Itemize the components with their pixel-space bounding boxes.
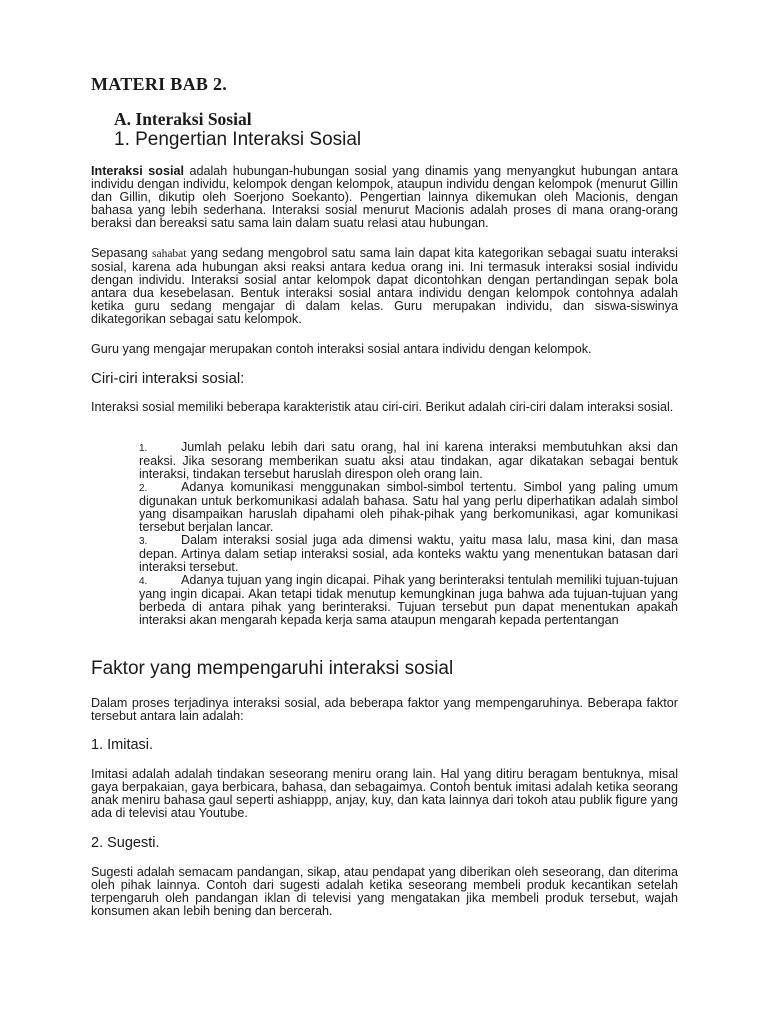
list-item-number: 1. xyxy=(139,443,148,454)
list-item-number: 4. xyxy=(139,576,148,587)
subsection-heading-1: 1. Pengertian Interaksi Sosial xyxy=(114,129,362,150)
list-item-text: Adanya tujuan yang ingin dicapai. Pihak yang berinteraksi tentulah memiliki tujuan-tujuan yang ingin dicapai. Akan tetapi tidak menutup kemungkinan juga bahwa ada tujuan-tujuan yang berbeda di antara pihak yang berinteraksi. Tujuan tersebut pun dapat menentukan apakah interaksi akan mengarah kepada kerja sama ataupun mengarah kepada pertentangan xyxy=(139,573,678,627)
paragraph-example-pre: Sepasang xyxy=(91,246,152,260)
sugesti-heading: 2. Sugesti. xyxy=(91,835,160,851)
ciri-list xyxy=(139,441,678,627)
document-title: MATERI BAB 2. xyxy=(91,74,228,94)
list-item-text: Jumlah pelaku lebih dari satu orang, hal ini karena interaksi membutuhkan aksi dan reaksi. Jika sesorang memberikan suatu aksi atau tindakan, agar dikatakan sebagai bentuk interaksi, tindakan tersebut haruslah direspon oleh orang lain. xyxy=(139,440,678,481)
list-item-number: 2. xyxy=(139,483,148,494)
list-item xyxy=(139,574,678,627)
list-item xyxy=(139,534,678,574)
paragraph-guru: Guru yang mengajar merupakan contoh interaksi sosial antara individu dengan kelompok. xyxy=(91,342,592,356)
list-item-text: Adanya komunikasi menggunakan simbol-simbol tertentu. Simbol yang paling umum digunakan untuk berkomunikasi adalah bahasa. Satu hal yang perlu diperhatikan adalah simbol yang disampaikan haruslah dipahami oleh pihak-pihak yang berkomunikasi, agar komunikasi tersebut berjalan lancar. xyxy=(139,480,678,534)
list-item xyxy=(139,481,678,534)
faktor-heading: Faktor yang mempengaruhi interaksi sosial xyxy=(91,658,454,679)
paragraph-definition xyxy=(91,165,678,230)
paragraph-example-text: yang sedang mengobrol satu sama lain dapat kita kategorikan sebagai suatu interaksi sosial, karena ada hubungan aksi reaksi antara kedua orang ini. Ini termasuk interaksi sosial individu dengan individu. Interaksi sosial antar kelompok dapat dicontohkan dengan pertandingan sepak bola antara dua kesebelasan. Bentuk interaksi sosial antara individu dengan kelompok contohnya adalah ketika guru sedang mengajar di dalam kelas. Guru merupakan individu, dan siswa-siswinya dikategorikan sebagai satu kelompok. xyxy=(91,246,678,326)
term-interaksi-sosial: Interaksi sosial xyxy=(91,164,184,178)
faktor-intro: Dalam proses terjadinya interaksi sosial, ada beberapa faktor yang mempengaruhinya. Beberapa faktor tersebut antara lain adalah: xyxy=(91,696,678,723)
ciri-intro: Interaksi sosial memiliki beberapa karakteristik atau ciri-ciri. Berikut adalah ciri-ciri dalam interaksi sosial. xyxy=(91,400,674,414)
word-sahabat: sahabat xyxy=(151,248,187,260)
paragraph-example xyxy=(91,247,678,326)
list-item-text: Dalam interaksi sosial juga ada dimensi waktu, yaitu masa lalu, masa kini, dan masa depan. Artinya dalam setiap interaksi sosial, ada konteks waktu yang menentukan batasan dari interaksi tersebut. xyxy=(139,533,678,574)
ciri-heading: Ciri-ciri interaksi sosial: xyxy=(91,370,245,387)
paragraph-definition-text: adalah hubungan-hubungan sosial yang dinamis yang menyangkut hubungan antara individu dengan individu, kelompok dengan kelompok, ataupun individu dengan kelompok (menurut Gillin dan Gillin, dikutip oleh Soerjono Soekanto). Pengertian lainnya dikemukan oleh Macionis, dengan bahasa yang lebih sederhana. Interaksi sosial menurut Macionis adalah proses di mana orang-orang beraksi dan bereaksi satu sama lain dalam suatu relasi atau hubungan. xyxy=(91,164,678,230)
section-heading-a: A. Interaksi Sosial xyxy=(114,109,252,129)
imitasi-heading: 1. Imitasi. xyxy=(91,737,154,753)
list-item xyxy=(139,441,678,481)
list-item-number: 3. xyxy=(139,536,148,547)
imitasi-paragraph: Imitasi adalah adalah tindakan seseorang meniru orang lain. Hal yang ditiru beragam bentuknya, misal gaya berpakaian, gaya berbicara, bahasa, dan sebagaimya. Contoh bentuk imitasi adalah ketika seorang anak meniru bahasa gaul seperti ashiappp, anjay, kuy, dan kata lainnya dari tokoh atau publik figure yang ada di televisi atau Youtube. xyxy=(91,767,678,820)
sugesti-paragraph: Sugesti adalah semacam pandangan, sikap, atau pendapat yang diberikan oleh seseorang, dan diterima oleh pihak lainnya. Contoh dari sugesti adalah ketika seseorang membeli produk kecantikan setelah terpengaruh oleh pandangan iklan di televisi yang mengatakan jika membeli produk tersebut, wajah konsumen akan lebih bening dan bercerah. xyxy=(91,865,678,918)
